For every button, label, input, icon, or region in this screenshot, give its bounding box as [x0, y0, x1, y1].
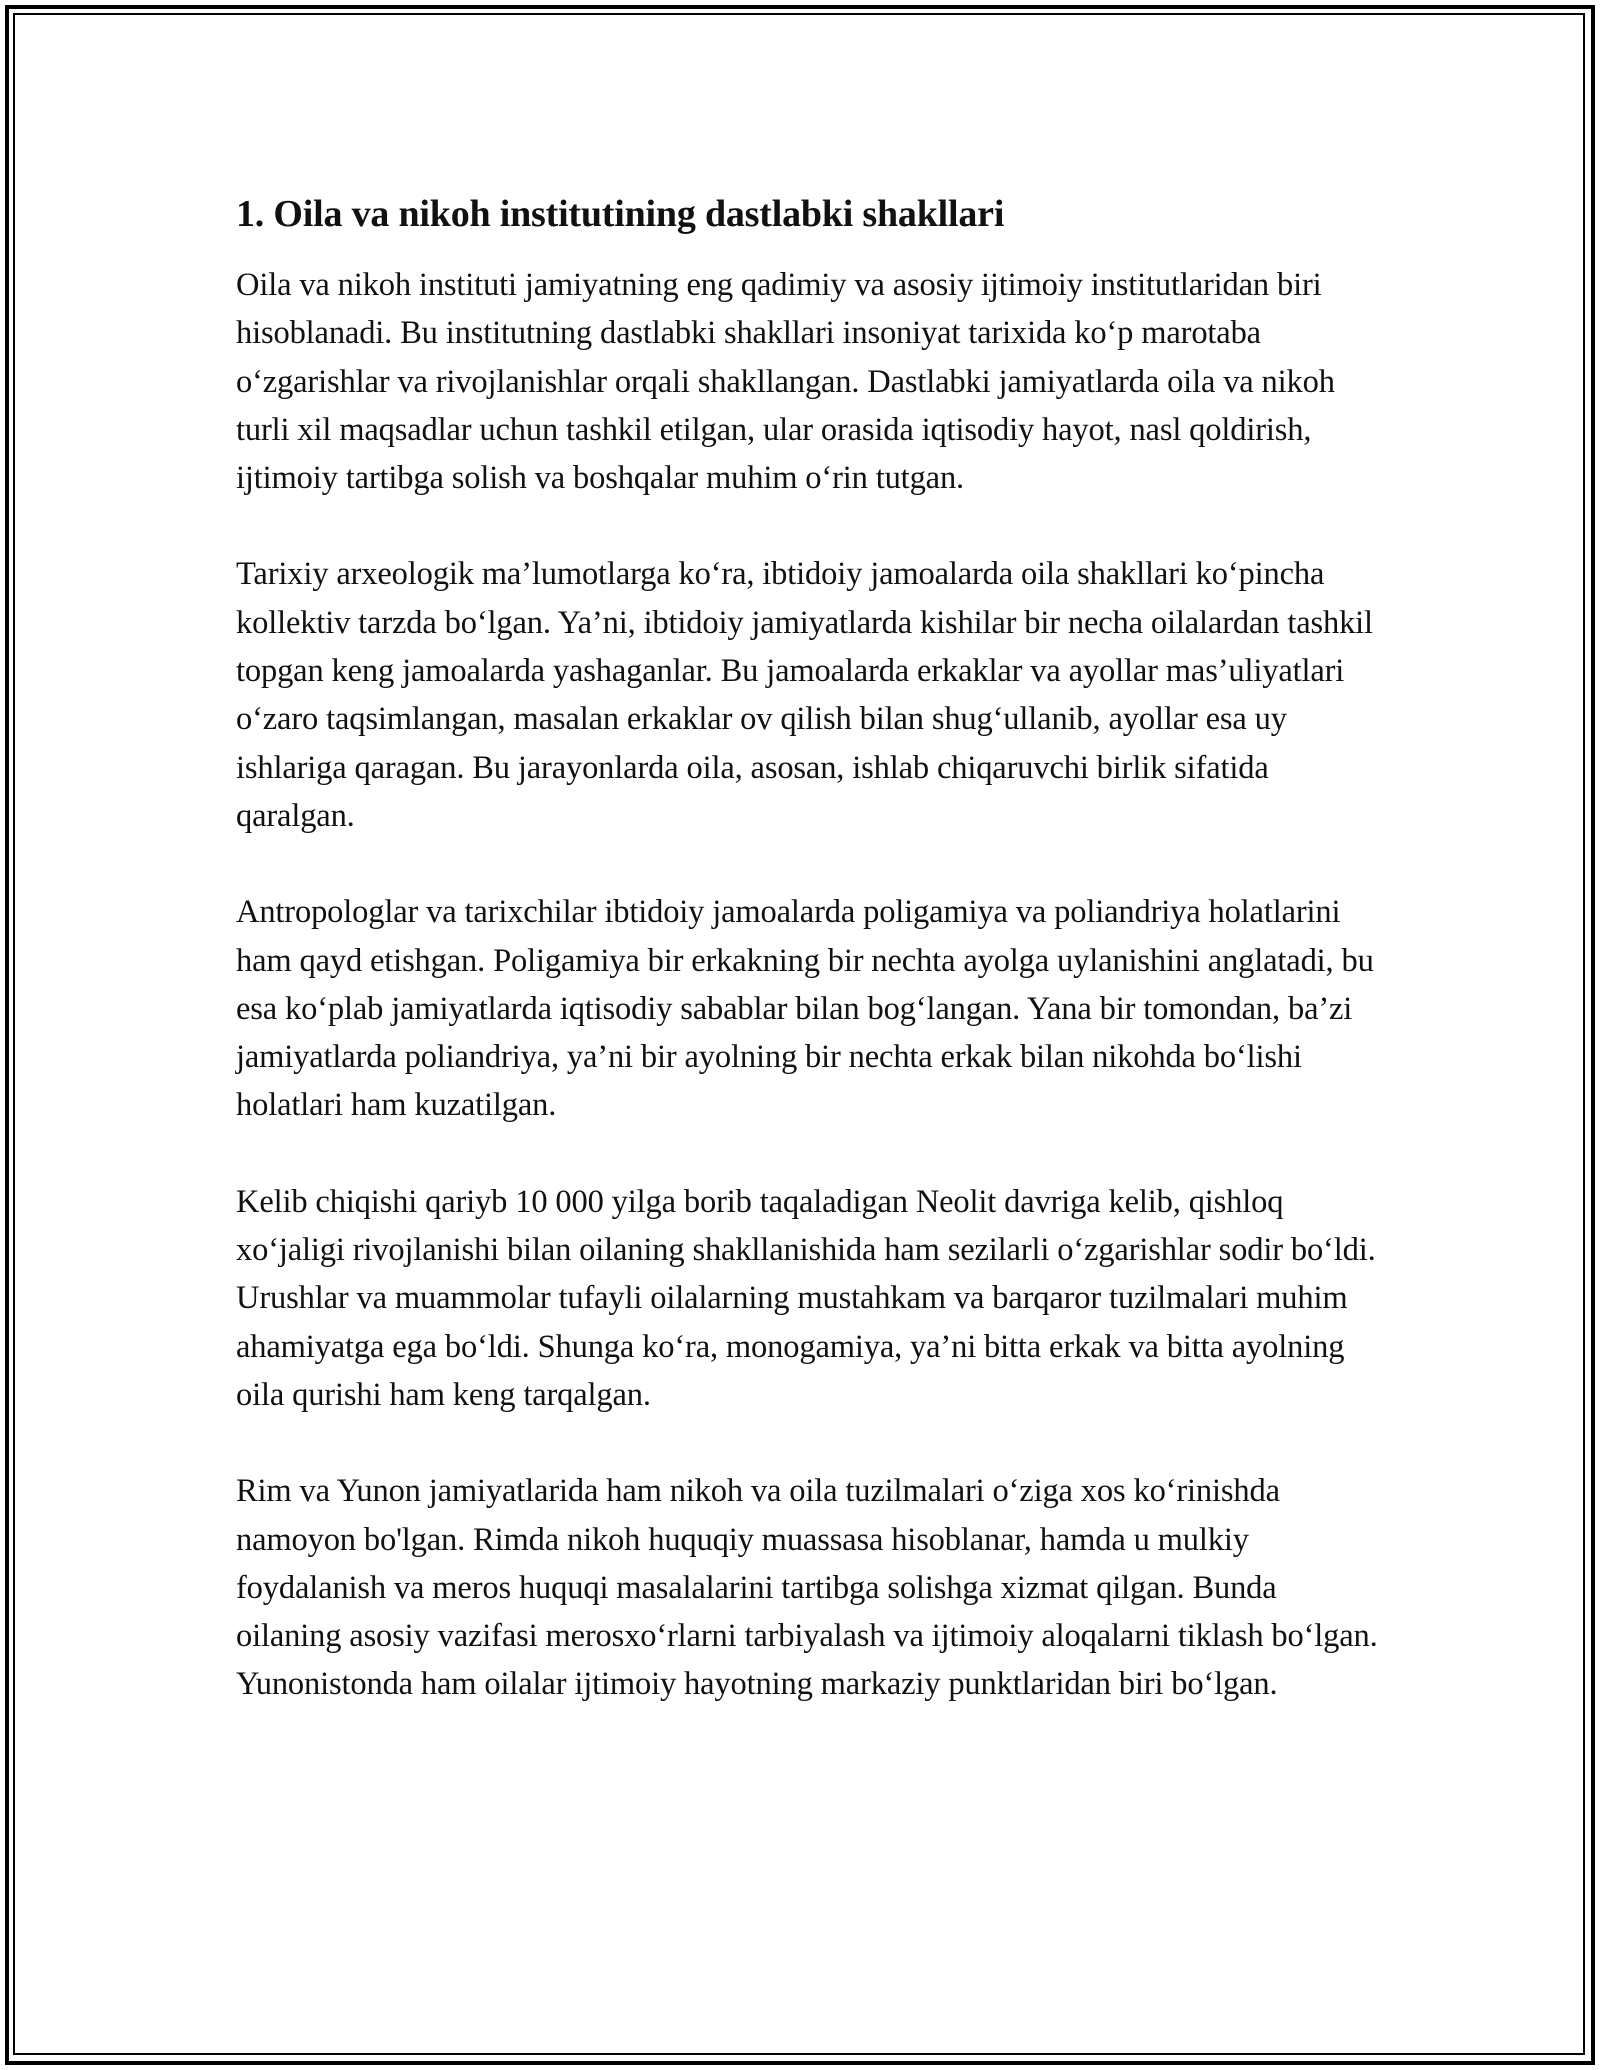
paragraph-4: Kelib chiqishi qariyb 10 000 yilga borib taqaladigan Neolit davriga kelib, qishloq xo‘jaligi rivojlanishi bilan oilaning shakllanishida ham sezilarli o‘zgarishlar sodir bo‘ldi. Urushlar va muammolar tufayli oilalarning mustahkam va barqaror tuzilmalari muhim ahamiyatga ega bo‘ldi. Shunga ko‘ra, monogamiya, ya’ni bitta erkak va bitta ayolning oila qurishi ham keng tarqalgan. [236, 1183, 1376, 1413]
paragraph-2: Tarixiy arxeologik ma’lumotlarga ko‘ra, ibtidoiy jamoalarda oila shakllari ko‘pincha kollektiv tarzda bo‘lgan. Ya’ni, ibtidoiy jamiyatlarda kishilar bir necha oilalardan tashkil topgan keng jamoalarda yashaganlar. Bu jamoalarda erkaklar va ayollar mas’uliyatlari o‘zaro taqsimlangan, masalan erkaklar ov qilish bilan shug‘ullanib, ayollar esa uy ishlariga qaragan. Bu jarayonlarda oila, asosan, ishlab chiqaruvchi birlik sifatida qaralgan. [236, 556, 1373, 834]
section-heading: 1. Oila va nikoh institutining dastlabki shakllari [236, 193, 1005, 235]
paragraph-1: Oila va nikoh instituti jamiyatning eng qadimiy va asosiy ijtimoiy institutlaridan biri hisoblanadi. Bu institutning dastlabki shakllari insoniyat tarixida ko‘p marotaba o‘zgarishlar va rivojlanishlar orqali shakllangan. Dastlabki jamiyatlarda oila va nikoh turli xil maqsadlar uchun tashkil etilgan, ular orasida iqtisodiy hayot, nasl qoldirish, ijtimoiy tartibga solish va boshqalar muhim o‘rin tutgan. [236, 267, 1335, 497]
paragraph-5: Rim va Yunon jamiyatlarida ham nikoh va oila tuzilmalari o‘ziga xos ko‘rinishda namoyon bo'lgan. Rimda nikoh huquqiy muassasa hisoblanar, hamda u mulkiy foydalanish va meros huquqi masalalarini tartibga solishga xizmat qilgan. Bunda oilaning asosiy vazifasi merosxo‘rlarni tarbiyalash va ijtimoiy aloqalarni tiklash bo‘lgan. Yunonistonda ham oilalar ijtimoiy hayotning markaziy punktlaridan biri bo‘lgan. [236, 1473, 1378, 1703]
document-body [236, 190, 1382, 1757]
paragraph-3: Antropologlar va tarixchilar ibtidoiy jamoalarda poligamiya va poliandriya holatlarini ham qayd etishgan. Poligamiya bir erkakning bir nechta ayolga uylanishini anglatadi, bu esa ko‘plab jamiyatlarda iqtisodiy sabablar bilan bog‘langan. Yana bir tomondan, ba’zi jamiyatlarda poliandriya, ya’ni bir ayolning bir nechta erkak bilan nikohda bo‘lishi holatlari ham kuzatilgan. [236, 894, 1374, 1124]
